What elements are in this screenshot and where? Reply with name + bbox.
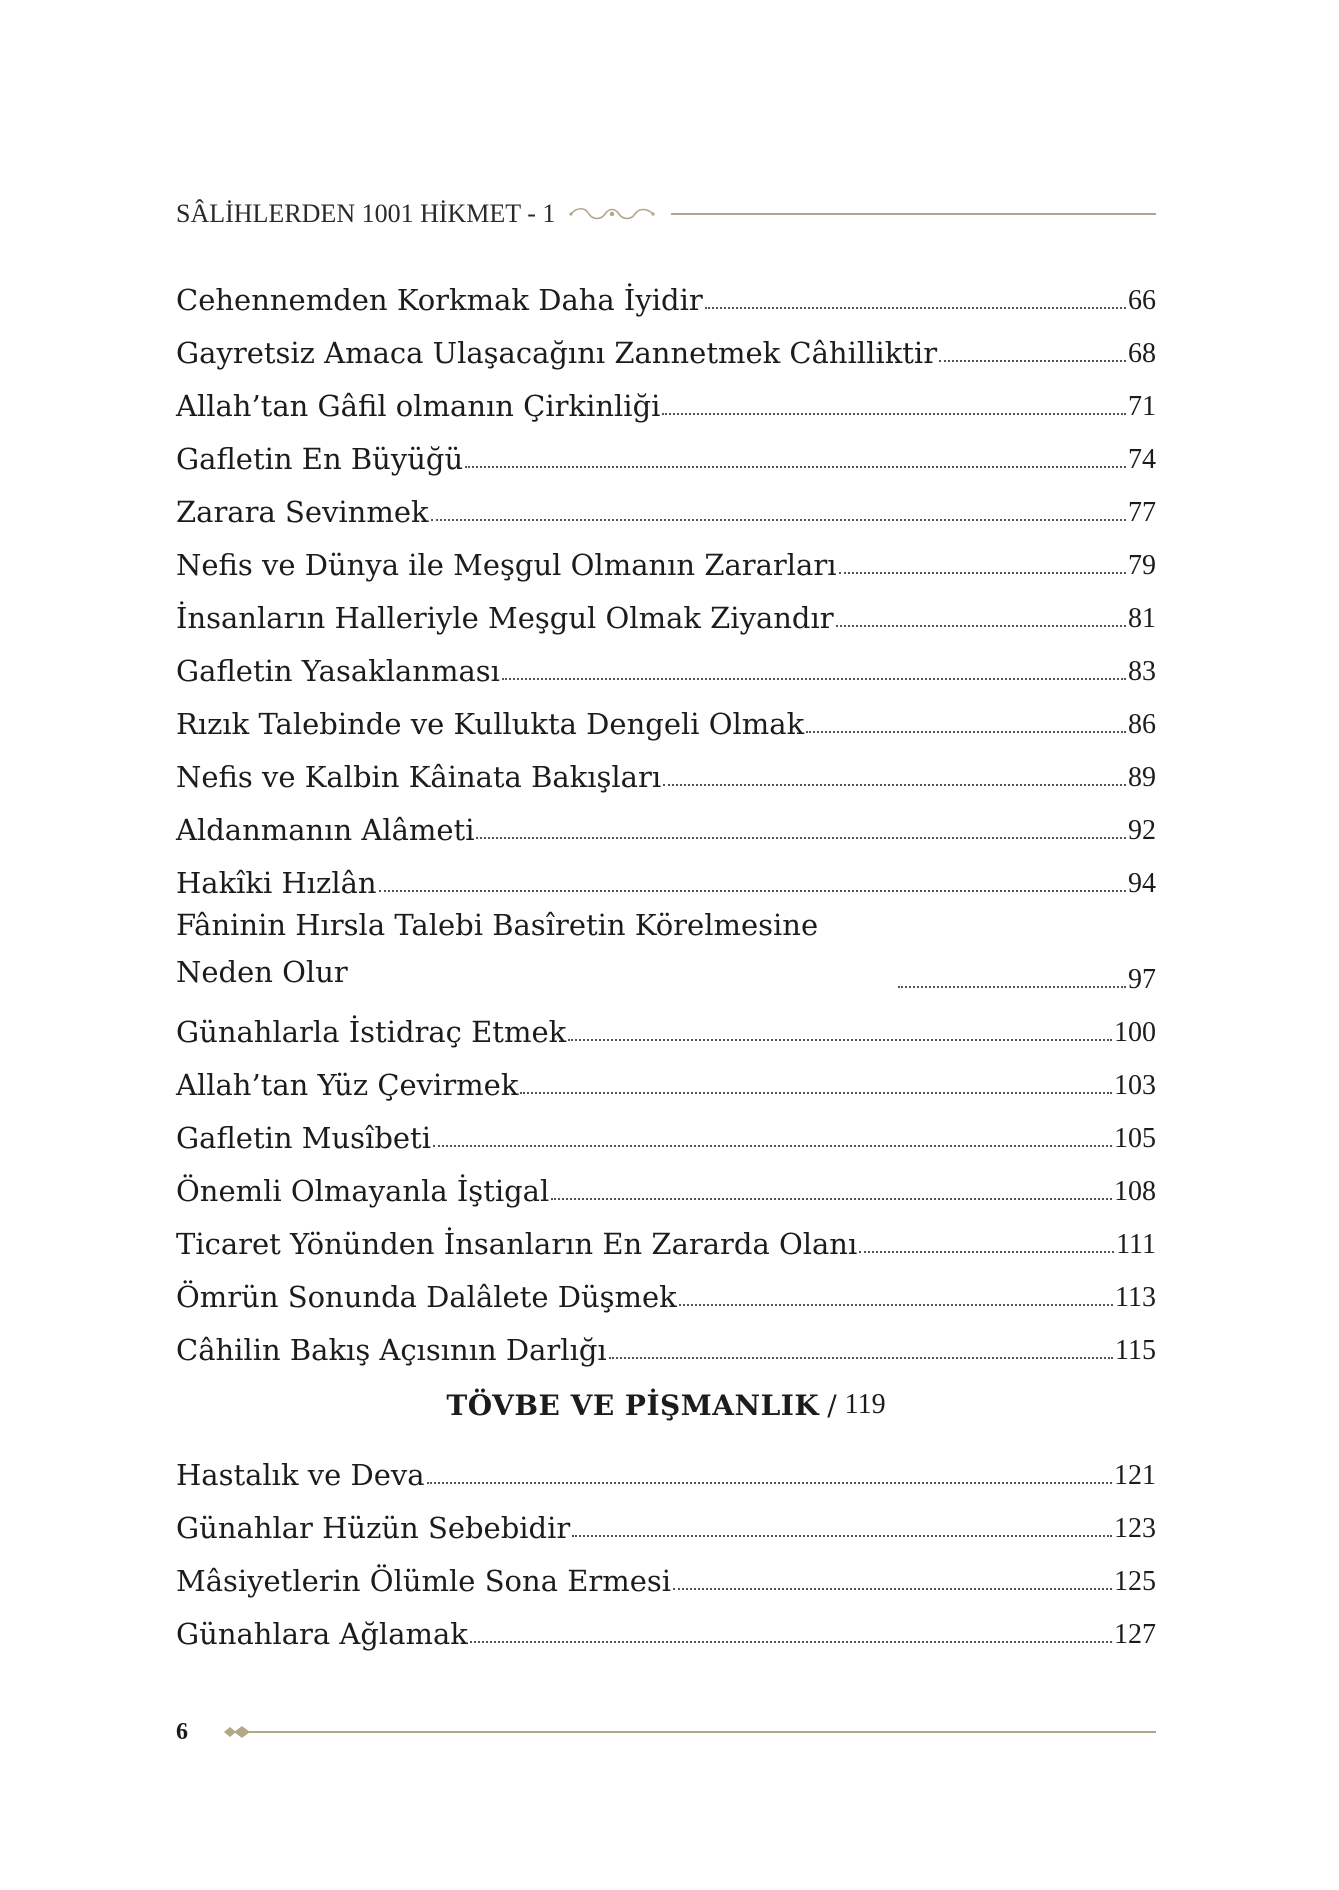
toc-entry-page: 71 (1128, 391, 1156, 422)
toc-entry[interactable] (176, 1494, 1156, 1547)
toc-entry-page: 123 (1114, 1513, 1156, 1544)
toc-entry-title: Allah’tan Gâfil olmanın Çirkinliği (176, 389, 661, 423)
toc-entry-page: 97 (1128, 964, 1156, 995)
running-title: SÂLİHLERDEN 1001 HİKMET - 1 (176, 199, 556, 228)
dot-leader (476, 836, 1126, 839)
toc-entry-page: 89 (1128, 762, 1156, 793)
section-heading[interactable] (176, 1369, 1156, 1441)
toc-entry[interactable] (176, 849, 1156, 902)
toc-entry-title: Rızık Talebinde ve Kullukta Dengeli Olmak (176, 707, 805, 741)
toc-entry-page: 105 (1114, 1123, 1156, 1154)
dot-leader (839, 571, 1127, 574)
section-page: 119 (844, 1389, 886, 1420)
toc-entry-title: Gafletin Musîbeti (176, 1121, 431, 1155)
toc-entry-title: Allah’tan Yüz Çevirmek (176, 1068, 519, 1102)
toc-entry-title: Ticaret Yönünden İnsanların En Zararda Olanı (176, 1227, 858, 1261)
dot-leader (859, 1250, 1114, 1253)
toc-entry-title-wrap (176, 904, 896, 998)
footer-rule (272, 1731, 1156, 1733)
dot-leader (836, 624, 1126, 627)
toc-entry-title: Hakîki Hızlân (176, 866, 377, 900)
toc-entry-title: Nefis ve Dünya ile Meşgul Olmanın Zararları (176, 548, 837, 582)
toc-entry-page: 81 (1128, 603, 1156, 634)
toc-entry-page: 125 (1114, 1566, 1156, 1597)
toc-entry-page: 77 (1128, 497, 1156, 528)
toc-entry[interactable] (176, 1263, 1156, 1316)
toc-entry-page: 108 (1114, 1176, 1156, 1207)
dot-leader (568, 1038, 1112, 1041)
toc-entry-title: Günahlar Hüzün Sebebidir (176, 1511, 571, 1545)
page-number: 6 (176, 1718, 188, 1745)
toc-entry-title: Cehennemden Korkmak Daha İyidir (176, 283, 703, 317)
dot-leader (572, 1534, 1112, 1537)
toc-entry[interactable] (176, 637, 1156, 690)
toc-entry-page: 115 (1115, 1335, 1156, 1366)
section-separator: / (827, 1388, 837, 1422)
dot-leader (662, 412, 1126, 415)
toc-entry-page: 86 (1128, 709, 1156, 740)
toc-entry[interactable] (176, 319, 1156, 372)
toc-entry-title: Önemli Olmayanla İştigal (176, 1174, 550, 1208)
toc-entry[interactable] (176, 478, 1156, 531)
toc-entry-title: Ömrün Sonunda Dalâlete Düşmek (176, 1280, 677, 1314)
toc-entry[interactable] (176, 1547, 1156, 1600)
table-of-contents (176, 266, 1156, 1653)
toc-entry[interactable] (176, 1316, 1156, 1369)
toc-entry-page: 92 (1128, 815, 1156, 846)
scroll-flourish-icon (567, 204, 657, 224)
toc-entry[interactable] (176, 425, 1156, 478)
toc-entry[interactable] (176, 266, 1156, 319)
dot-leader (806, 730, 1126, 733)
toc-entry-title: İnsanların Halleriyle Meşgul Olmak Ziyandır (176, 601, 834, 635)
toc-entry-title-line2: Neden Olur (176, 955, 348, 989)
toc-entry-title-line1: Fâninin Hırsla Talebi Basîretin Körelmesine (176, 908, 819, 942)
toc-entry-title: Günahlara Ağlamak (176, 1617, 468, 1651)
toc-entry[interactable] (176, 531, 1156, 584)
toc-entry-twoline[interactable] (176, 902, 1156, 998)
running-header (176, 196, 1156, 232)
dot-leader (379, 889, 1126, 892)
toc-entry-title: Câhilin Bakış Açısının Darlığı (176, 1333, 607, 1367)
dot-leader (502, 677, 1126, 680)
toc-entry-page: 113 (1115, 1282, 1156, 1313)
dot-leader (673, 1587, 1112, 1590)
section-title: TÖVBE VE PİŞMANLIK (446, 1388, 820, 1422)
toc-entry-title: Gayretsiz Amaca Ulaşacağını Zannetmek Câhilliktir (176, 336, 938, 370)
dot-leader (898, 985, 1126, 988)
toc-entry[interactable] (176, 1600, 1156, 1653)
dot-leader (470, 1640, 1112, 1643)
toc-entry[interactable] (176, 796, 1156, 849)
dot-leader (663, 783, 1126, 786)
toc-entry-page: 127 (1114, 1619, 1156, 1650)
toc-entry-title: Hastalık ve Deva (176, 1458, 425, 1492)
toc-entry[interactable] (176, 1441, 1156, 1494)
dot-leader (465, 465, 1126, 468)
toc-entry-page: 74 (1128, 444, 1156, 475)
toc-entry-page: 100 (1114, 1017, 1156, 1048)
toc-entry-title: Gafletin En Büyüğü (176, 442, 464, 476)
toc-entry[interactable] (176, 1051, 1156, 1104)
toc-entry-page: 111 (1116, 1229, 1156, 1260)
dot-leader (551, 1197, 1112, 1200)
toc-entry-title: Mâsiyetlerin Ölümle Sona Ermesi (176, 1564, 672, 1598)
toc-entry-page: 68 (1128, 338, 1156, 369)
toc-entry-title: Nefis ve Kalbin Kâinata Bakışları (176, 760, 662, 794)
dot-leader (705, 306, 1126, 309)
toc-entry[interactable] (176, 743, 1156, 796)
diamond-flourish-icon (222, 1722, 272, 1742)
toc-entry-page: 83 (1128, 656, 1156, 687)
toc-entry-title: Günahlarla İstidraç Etmek (176, 1015, 567, 1049)
header-rule (671, 213, 1156, 215)
dot-leader (427, 1481, 1112, 1484)
toc-entry-title: Zarara Sevinmek (176, 495, 429, 529)
toc-entry[interactable] (176, 1157, 1156, 1210)
toc-entry-page: 103 (1114, 1070, 1156, 1101)
toc-entry-page: 121 (1114, 1460, 1156, 1491)
toc-entry[interactable] (176, 584, 1156, 637)
toc-entry[interactable] (176, 1210, 1156, 1263)
toc-entry[interactable] (176, 998, 1156, 1051)
dot-leader (433, 1144, 1112, 1147)
toc-entry[interactable] (176, 372, 1156, 425)
toc-entry-title: Aldanmanın Alâmeti (176, 813, 475, 847)
dot-leader (939, 359, 1126, 362)
toc-entry-title: Gafletin Yasaklanması (176, 654, 500, 688)
toc-entry[interactable] (176, 1104, 1156, 1157)
dot-leader (679, 1303, 1113, 1306)
dot-leader (431, 518, 1126, 521)
toc-entry-page: 94 (1128, 868, 1156, 899)
page-footer (176, 1715, 1156, 1749)
dot-leader (520, 1091, 1112, 1094)
toc-entry-page: 66 (1128, 285, 1156, 316)
dot-leader (609, 1356, 1113, 1359)
toc-entry-page: 79 (1128, 550, 1156, 581)
toc-entry[interactable] (176, 690, 1156, 743)
